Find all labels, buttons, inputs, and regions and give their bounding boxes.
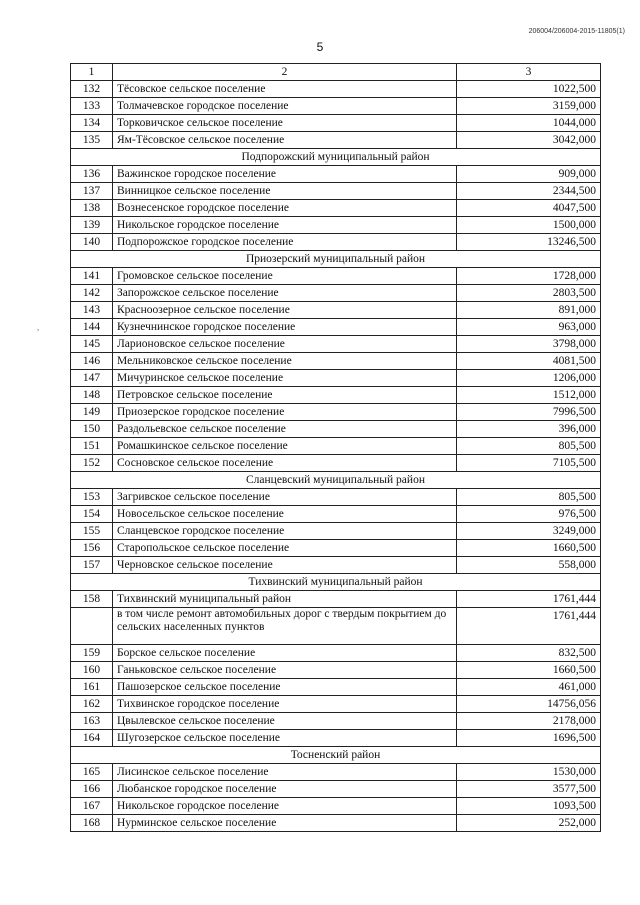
- table-row: [71, 815, 601, 832]
- district-title: Приозерский муниципальный район: [71, 251, 601, 268]
- table-row: [71, 455, 601, 472]
- settlement-name: Пашозерское сельское поселение: [113, 679, 457, 696]
- table-row: [71, 764, 601, 781]
- table-row: [71, 523, 601, 540]
- row-number: 147: [71, 370, 113, 387]
- table-row: [71, 489, 601, 506]
- amount-value: 3798,000: [457, 336, 601, 353]
- row-number: 148: [71, 387, 113, 404]
- settlement-name: Важинское городское поселение: [113, 166, 457, 183]
- amount-value: 3042,000: [457, 132, 601, 149]
- row-number: 149: [71, 404, 113, 421]
- district-title: Тихвинский муниципальный район: [71, 574, 601, 591]
- row-number: 166: [71, 781, 113, 798]
- settlement-name: в том числе ремонт автомобильных дорог с твердым покрытием до сельских населенных пунктов: [113, 608, 457, 645]
- table-row: [71, 798, 601, 815]
- settlement-name: Никольское городское поселение: [113, 798, 457, 815]
- amount-value: 2803,500: [457, 285, 601, 302]
- amount-value: 4081,500: [457, 353, 601, 370]
- row-number: 137: [71, 183, 113, 200]
- row-number: 155: [71, 523, 113, 540]
- row-number: 140: [71, 234, 113, 251]
- amount-value: 461,000: [457, 679, 601, 696]
- row-number: 136: [71, 166, 113, 183]
- row-number: 164: [71, 730, 113, 747]
- row-number: 145: [71, 336, 113, 353]
- settlement-name: Громовское сельское поселение: [113, 268, 457, 285]
- settlement-name: Ганьковское сельское поселение: [113, 662, 457, 679]
- row-number: 150: [71, 421, 113, 438]
- table-row: [71, 730, 601, 747]
- table-row: [71, 679, 601, 696]
- amount-value: 1206,000: [457, 370, 601, 387]
- table-row: [71, 781, 601, 798]
- document-id: 206004/206004-2015-11805(1): [528, 28, 625, 35]
- settlement-name: Мельниковское сельское поселение: [113, 353, 457, 370]
- table-row: [71, 713, 601, 730]
- row-number: 168: [71, 815, 113, 832]
- settlement-name: Тёсовское сельское поселение: [113, 81, 457, 98]
- settlement-name: Ромашкинское сельское поселение: [113, 438, 457, 455]
- table-row: [71, 81, 601, 98]
- amount-value: 558,000: [457, 557, 601, 574]
- amount-value: 805,500: [457, 438, 601, 455]
- amount-value: 396,000: [457, 421, 601, 438]
- amount-value: 4047,500: [457, 200, 601, 217]
- column-header: 3: [457, 64, 601, 81]
- table-row: [71, 645, 601, 662]
- settlement-name: Ям-Тёсовское сельское поселение: [113, 132, 457, 149]
- table-row: [71, 404, 601, 421]
- margin-mark: ,: [37, 322, 40, 332]
- amount-value: 1093,500: [457, 798, 601, 815]
- row-number: 158: [71, 591, 113, 608]
- settlement-name: Загривское сельское поселение: [113, 489, 457, 506]
- table-row: [71, 268, 601, 285]
- row-number: 165: [71, 764, 113, 781]
- table-row: [71, 98, 601, 115]
- table-row: [71, 132, 601, 149]
- row-number: 156: [71, 540, 113, 557]
- settlement-name: Запорожское сельское поселение: [113, 285, 457, 302]
- settlement-name: Борское сельское поселение: [113, 645, 457, 662]
- table-row: [71, 591, 601, 608]
- settlement-name: Новосельское сельское поселение: [113, 506, 457, 523]
- table-row: [71, 540, 601, 557]
- amount-value: 1044,000: [457, 115, 601, 132]
- settlement-name: Сланцевское городское поселение: [113, 523, 457, 540]
- column-header: 1: [71, 64, 113, 81]
- settlement-name: Кузнечнинское городское поселение: [113, 319, 457, 336]
- table-row: [71, 285, 601, 302]
- table-row: [71, 370, 601, 387]
- amount-value: 3249,000: [457, 523, 601, 540]
- district-header-row: [71, 149, 601, 166]
- settlement-name: Подпорожское городское поселение: [113, 234, 457, 251]
- settlement-name: Лисинское сельское поселение: [113, 764, 457, 781]
- table-row: [71, 557, 601, 574]
- column-header: 2: [113, 64, 457, 81]
- amount-value: 3159,000: [457, 98, 601, 115]
- row-number: 141: [71, 268, 113, 285]
- table-row: [71, 217, 601, 234]
- amount-value: 1761,444: [457, 591, 601, 608]
- table-row: [71, 234, 601, 251]
- table-row: [71, 336, 601, 353]
- table-row: [71, 421, 601, 438]
- settlement-name: Петровское сельское поселение: [113, 387, 457, 404]
- row-number: 143: [71, 302, 113, 319]
- district-header-row: [71, 747, 601, 764]
- settlement-name: Приозерское городское поселение: [113, 404, 457, 421]
- amount-value: 1761,444: [457, 608, 601, 645]
- settlement-name: Черновское сельское поселение: [113, 557, 457, 574]
- allocation-table: [70, 63, 601, 832]
- row-number: 139: [71, 217, 113, 234]
- settlement-name: Тихвинский муниципальный район: [113, 591, 457, 608]
- amount-value: 1022,500: [457, 81, 601, 98]
- amount-value: 2344,500: [457, 183, 601, 200]
- row-number: 161: [71, 679, 113, 696]
- row-number: 132: [71, 81, 113, 98]
- settlement-name: Мичуринское сельское поселение: [113, 370, 457, 387]
- amount-value: 1696,500: [457, 730, 601, 747]
- table-row: [71, 319, 601, 336]
- settlement-name: Любанское городское поселение: [113, 781, 457, 798]
- row-number: [71, 608, 113, 645]
- table-row: [71, 200, 601, 217]
- table-row: [71, 696, 601, 713]
- settlement-name: Торковичское сельское поселение: [113, 115, 457, 132]
- amount-value: 976,500: [457, 506, 601, 523]
- amount-value: 1660,500: [457, 540, 601, 557]
- amount-value: 891,000: [457, 302, 601, 319]
- amount-value: 1728,000: [457, 268, 601, 285]
- settlement-name: Раздольевское сельское поселение: [113, 421, 457, 438]
- district-header-row: [71, 472, 601, 489]
- row-number: 154: [71, 506, 113, 523]
- district-title: Подпорожский муниципальный район: [71, 149, 601, 166]
- row-number: 134: [71, 115, 113, 132]
- page-number: 5: [316, 40, 324, 54]
- row-number: 157: [71, 557, 113, 574]
- district-header-row: [71, 251, 601, 268]
- row-number: 167: [71, 798, 113, 815]
- amount-value: 805,500: [457, 489, 601, 506]
- row-number: 159: [71, 645, 113, 662]
- amount-value: 7105,500: [457, 455, 601, 472]
- settlement-name: Нурминское сельское поселение: [113, 815, 457, 832]
- amount-value: 1660,500: [457, 662, 601, 679]
- row-number: 138: [71, 200, 113, 217]
- amount-value: 1530,000: [457, 764, 601, 781]
- district-title: Тосненский район: [71, 747, 601, 764]
- amount-value: 14756,056: [457, 696, 601, 713]
- amount-value: 7996,500: [457, 404, 601, 421]
- settlement-name: Красноозерное сельское поселение: [113, 302, 457, 319]
- row-number: 135: [71, 132, 113, 149]
- table-row: [71, 302, 601, 319]
- row-number: 160: [71, 662, 113, 679]
- amount-value: 1512,000: [457, 387, 601, 404]
- row-number: 163: [71, 713, 113, 730]
- amount-value: 909,000: [457, 166, 601, 183]
- settlement-name: Сосновское сельское поселение: [113, 455, 457, 472]
- row-number: 144: [71, 319, 113, 336]
- row-number: 152: [71, 455, 113, 472]
- district-title: Сланцевский муниципальный район: [71, 472, 601, 489]
- header-row: [71, 64, 601, 81]
- row-number: 151: [71, 438, 113, 455]
- row-number: 162: [71, 696, 113, 713]
- settlement-name: Ларионовское сельское поселение: [113, 336, 457, 353]
- settlement-name: Толмачевское городское поселение: [113, 98, 457, 115]
- settlement-name: Цвылевское сельское поселение: [113, 713, 457, 730]
- settlement-name: Никольское городское поселение: [113, 217, 457, 234]
- table-row: [71, 166, 601, 183]
- table-row: [71, 662, 601, 679]
- table-row: [71, 438, 601, 455]
- sub-item-row: [71, 608, 601, 645]
- settlement-name: Старопольское сельское поселение: [113, 540, 457, 557]
- table-row: [71, 387, 601, 404]
- settlement-name: Тихвинское городское поселение: [113, 696, 457, 713]
- table-row: [71, 506, 601, 523]
- amount-value: 832,500: [457, 645, 601, 662]
- amount-value: 3577,500: [457, 781, 601, 798]
- table-row: [71, 353, 601, 370]
- amount-value: 963,000: [457, 319, 601, 336]
- row-number: 133: [71, 98, 113, 115]
- table-row: [71, 183, 601, 200]
- district-header-row: [71, 574, 601, 591]
- table-row: [71, 115, 601, 132]
- amount-value: 13246,500: [457, 234, 601, 251]
- amount-value: 1500,000: [457, 217, 601, 234]
- row-number: 142: [71, 285, 113, 302]
- row-number: 153: [71, 489, 113, 506]
- amount-value: 252,000: [457, 815, 601, 832]
- settlement-name: Винницкое сельское поселение: [113, 183, 457, 200]
- amount-value: 2178,000: [457, 713, 601, 730]
- row-number: 146: [71, 353, 113, 370]
- settlement-name: Вознесенское городское поселение: [113, 200, 457, 217]
- settlement-name: Шугозерское сельское поселение: [113, 730, 457, 747]
